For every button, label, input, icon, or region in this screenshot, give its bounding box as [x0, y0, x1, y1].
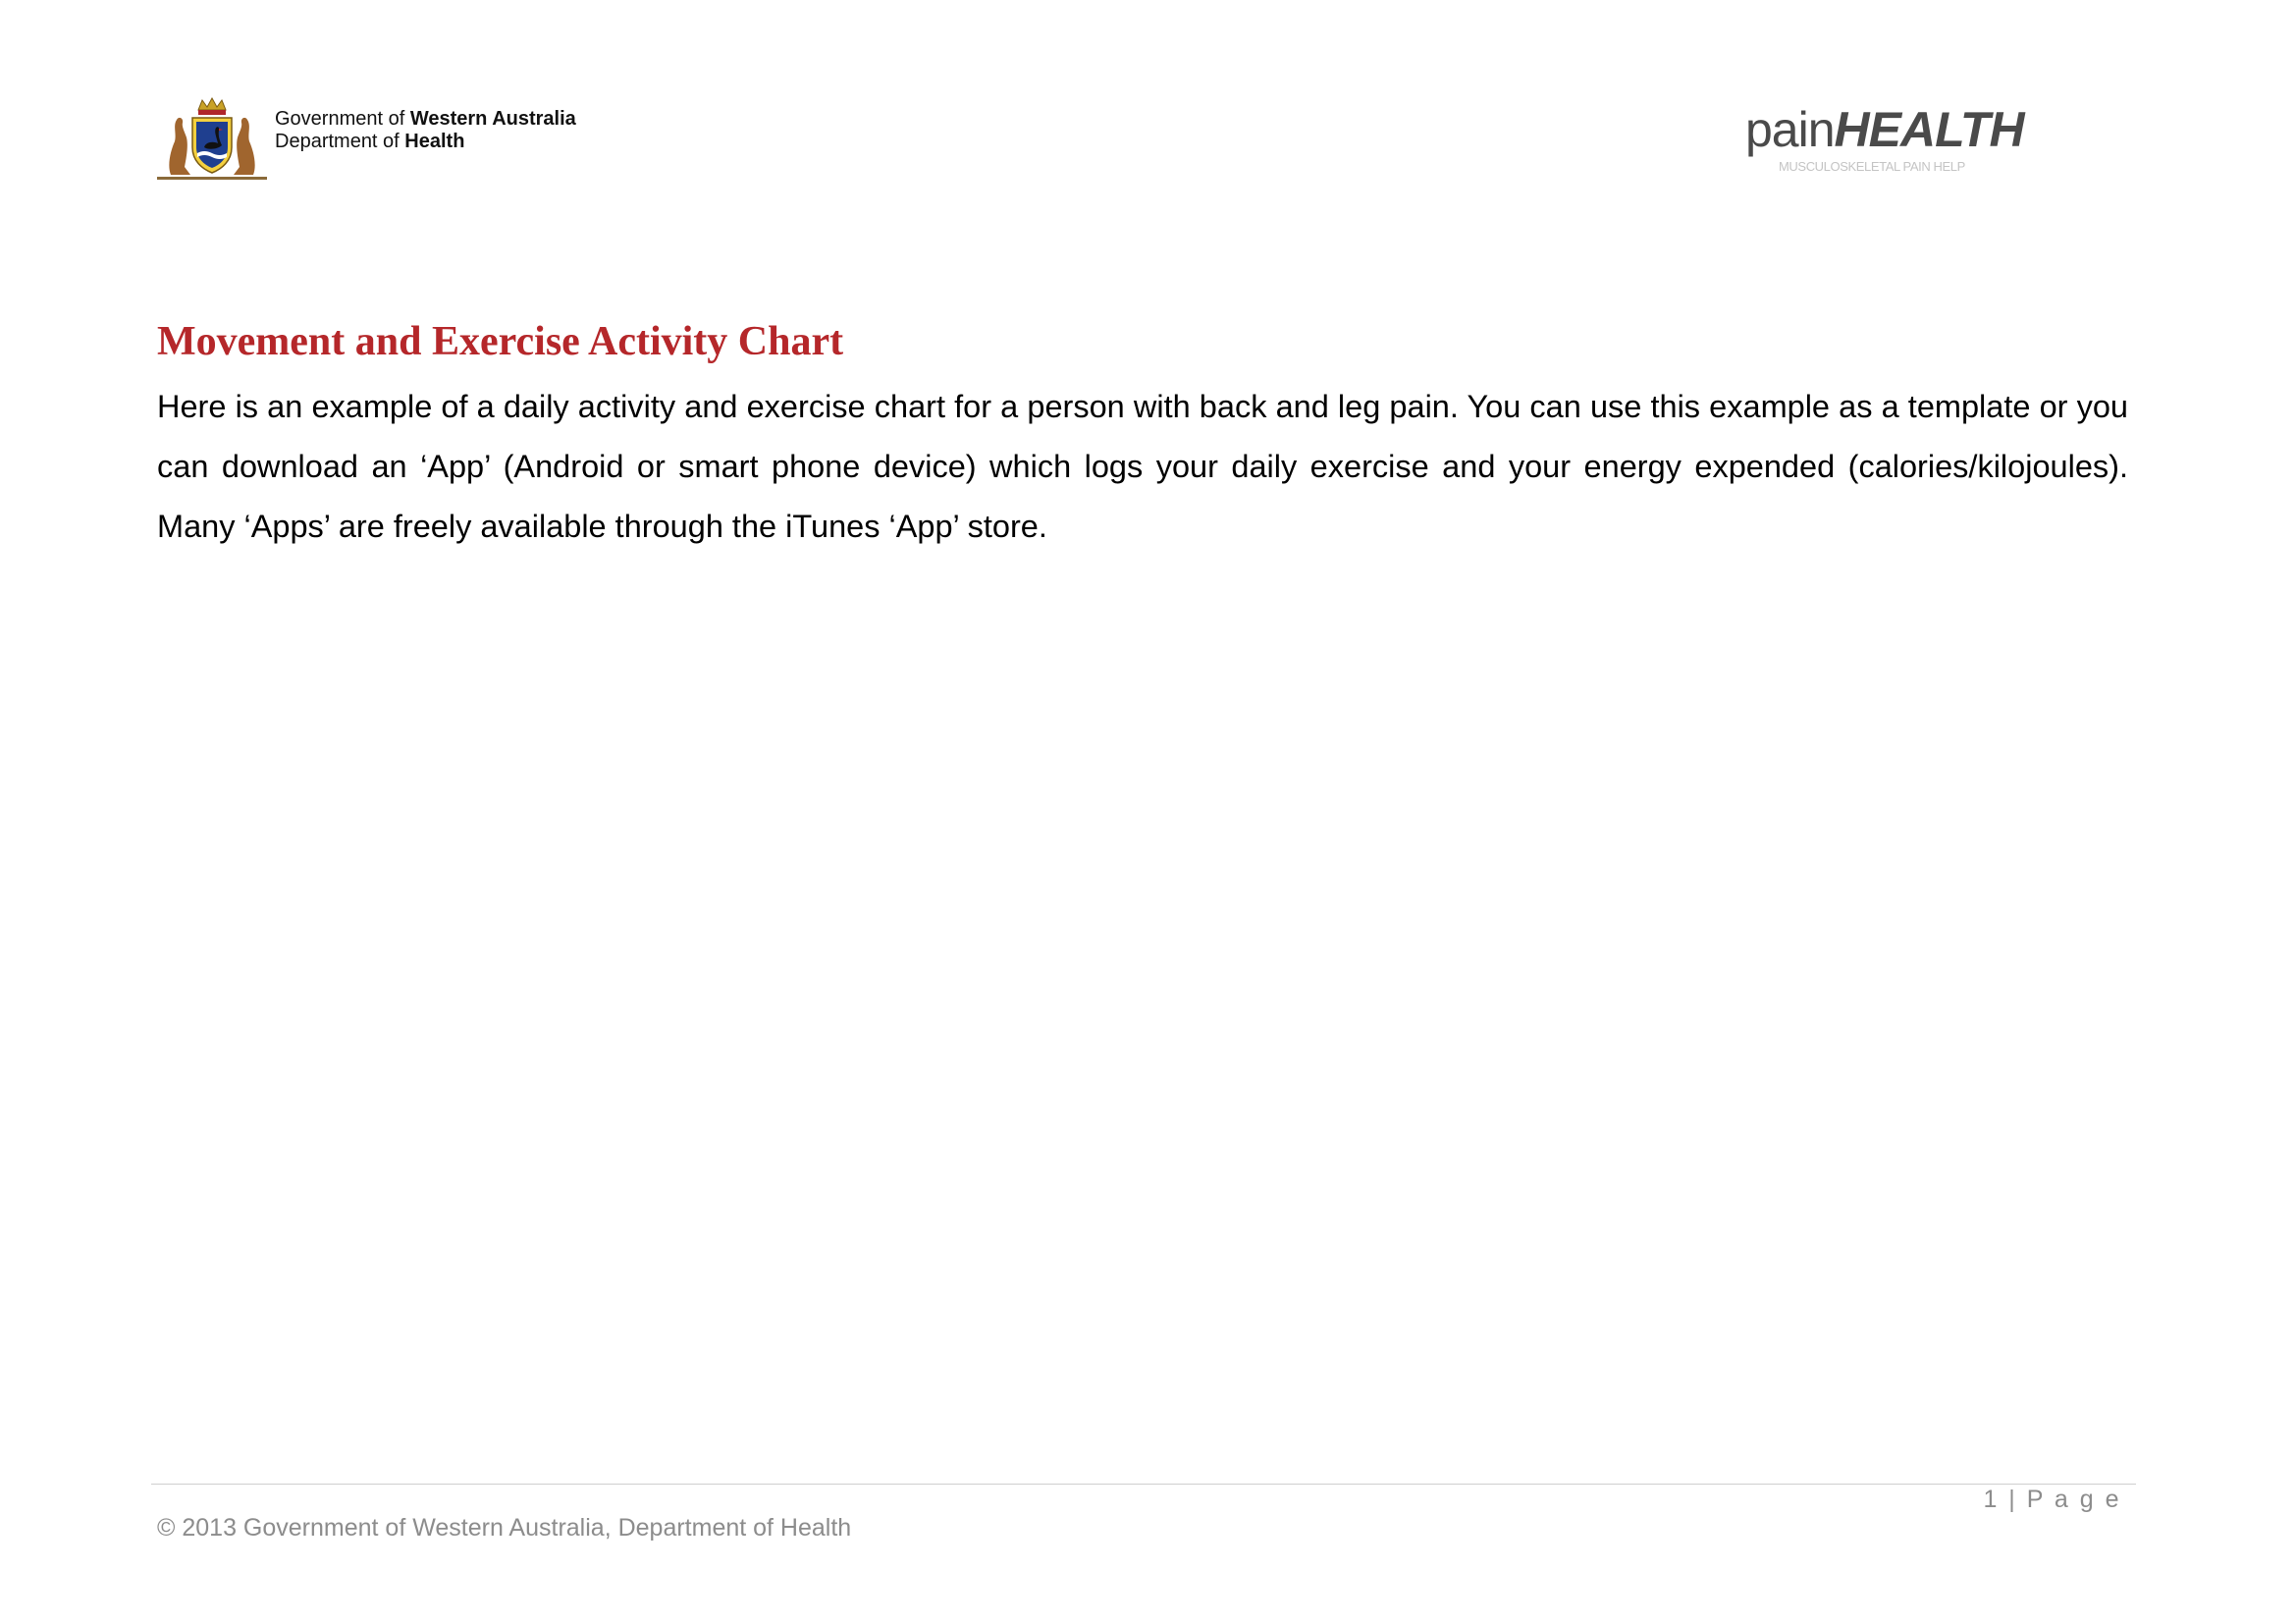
gov-line-2-bold: Health [404, 131, 465, 152]
page-number: 1 | P a g e [1983, 1486, 2121, 1513]
gov-line-2 [275, 131, 576, 153]
wa-coat-of-arms-icon [157, 96, 267, 183]
intro-paragraph: Here is an example of a daily activity and exercise chart for a person with back and leg pain. You can use this example as a template or you can download an ‘App’ (Android or smart phone device) which logs your daily exercise and your energy expended (calories/kilojoules). Many ‘Apps’ are freely available through the iTunes ‘App’ store. [157, 389, 2128, 544]
gov-line-1-normal: Government of [275, 108, 410, 130]
brand-part-health: HEALTH [1834, 102, 2024, 157]
gov-line-1-bold: Western Australia [409, 108, 576, 130]
painhealth-wordmark [1745, 102, 2040, 157]
gov-wa-text [275, 108, 576, 153]
brand-part-pain: pain [1745, 102, 1835, 157]
gov-line-2-normal: Department of [275, 131, 405, 152]
gov-line-1 [275, 108, 576, 131]
copyright-notice: © 2013 Government of Western Australia, Department of Health [157, 1514, 852, 1542]
painhealth-logo [1745, 102, 2040, 189]
page-title: Movement and Exercise Activity Chart [157, 319, 844, 364]
footer-divider [151, 1484, 2136, 1485]
gov-wa-logo [157, 96, 576, 183]
brand-tagline: MUSCULOSKELETAL PAIN HELP [1779, 159, 1965, 174]
